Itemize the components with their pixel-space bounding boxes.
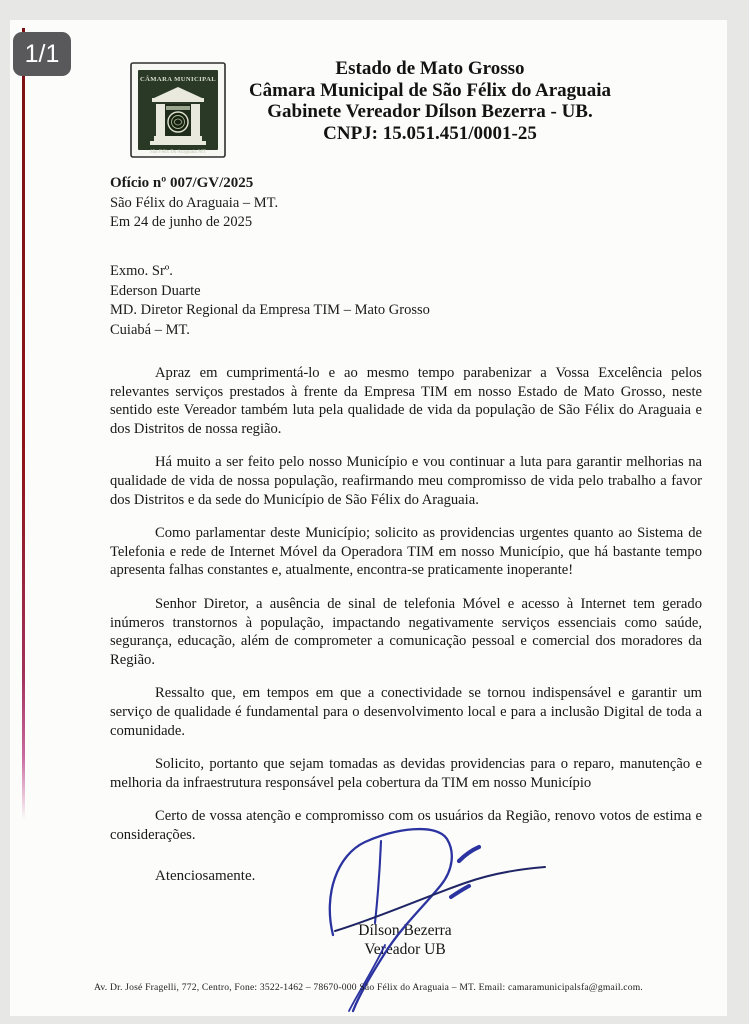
letterhead-line-state: Estado de Mato Grosso <box>335 58 525 79</box>
oficio-place: São Félix do Araguaia – MT. <box>110 194 279 211</box>
reference-block <box>110 174 278 233</box>
scanned-letter-page <box>10 20 727 1016</box>
signer-name: Dílson Bezerra <box>358 922 452 939</box>
letterhead-line-chamber: Câmara Municipal de São Félix do Araguaia <box>248 79 612 101</box>
paragraph: Há muito a ser feito pelo nosso Município e vou continuar a luta para garantir melhorias na qualidade de vida de nossa população, reafirmando meu compromisso de vida pelo trabalho a favor dos Distritos e da sede do Município de São Félix do Araguaia. <box>110 454 702 508</box>
page-indicator-badge <box>13 32 71 76</box>
left-margin-red-rule <box>22 28 25 820</box>
letterhead-text <box>160 58 700 144</box>
paragraph: Ressalto que, em tempos em que a conectividade se tornou indispensável e garantir um serviço de qualidade é fundamental para o desenvolvimento local e para a inclusão Digital de toda a comunidade. <box>110 685 702 739</box>
recipient-honorific: Exmo. Srº. <box>110 263 173 279</box>
letterhead-line-office: Gabinete Vereador Dílson Bezerra - UB. <box>267 101 593 122</box>
oficio-date: Em 24 de junho de 2025 <box>110 214 253 230</box>
recipient-city: Cuiabá – MT. <box>110 321 190 338</box>
paragraph: Apraz em cumprimentá-lo e ao mesmo tempo parabenizar a Vossa Excelência pelos relevantes serviços prestados à frente da Empresa TIM em nosso Estado de Mato Grosso, neste sentido este Vereador também luta pela qualidade de vida da população de São Félix do Araguaia e dos Distritos de nossa região. <box>110 365 702 437</box>
page-indicator-text: 1/1 <box>24 39 60 68</box>
recipient-role: MD. Diretor Regional da Empresa TIM – Mato Grosso <box>110 302 430 318</box>
paragraph: Certo de vossa atenção e compromisso com os usuários da Região, renovo votos de estima e considerações. <box>110 808 702 843</box>
letter-body <box>110 364 702 859</box>
recipient-block <box>110 262 430 340</box>
recipient-name: Ederson Duarte <box>110 282 201 299</box>
footer-address: Av. Dr. José Fragelli, 772, Centro, Fone: 3522-1462 – 78670-000 São Félix do Araguaia – MT. Email: camaramunicipalsfa@gmail.com. <box>93 982 644 993</box>
paragraph: Solicito, portanto que sejam tomadas as devidas providencias para o reparo, manutenção e melhoria da infraestrutura responsável pela cobertura da TIM em nosso Município <box>110 756 702 791</box>
logo-top-text: CÂMARA MUNICIPAL <box>139 76 217 83</box>
logo-bottom-text: São Félix Do Araguaia MT <box>150 150 206 155</box>
letterhead-line-cnpj: CNPJ: 15.051.451/0001-25 <box>323 122 537 144</box>
closing-salutation: Atenciosamente. <box>155 868 256 884</box>
signer-title: Vereador UB <box>364 941 446 958</box>
paragraph: Senhor Diretor, a ausência de sinal de telefonia Móvel e acesso à Internet tem gerado inúmeros transtornos à população, impactando negativamente serviços essenciais como saúde, segurança, educação, além de comprometer a comunicação pessoal e comercial dos moradores da Região. <box>110 595 702 668</box>
signature-block <box>305 921 505 959</box>
paragraph: Como parlamentar deste Município; solicito as providencias urgentes quanto ao Sistema de Telefonia e rede de Internet Móvel da Operadora TIM em nosso Município, que há bastante tempo apresenta falhas constantes e, atualmente, encontra-se praticamente inoperante! <box>110 525 702 579</box>
oficio-number: Ofício nº 007/GV/2025 <box>110 175 254 191</box>
